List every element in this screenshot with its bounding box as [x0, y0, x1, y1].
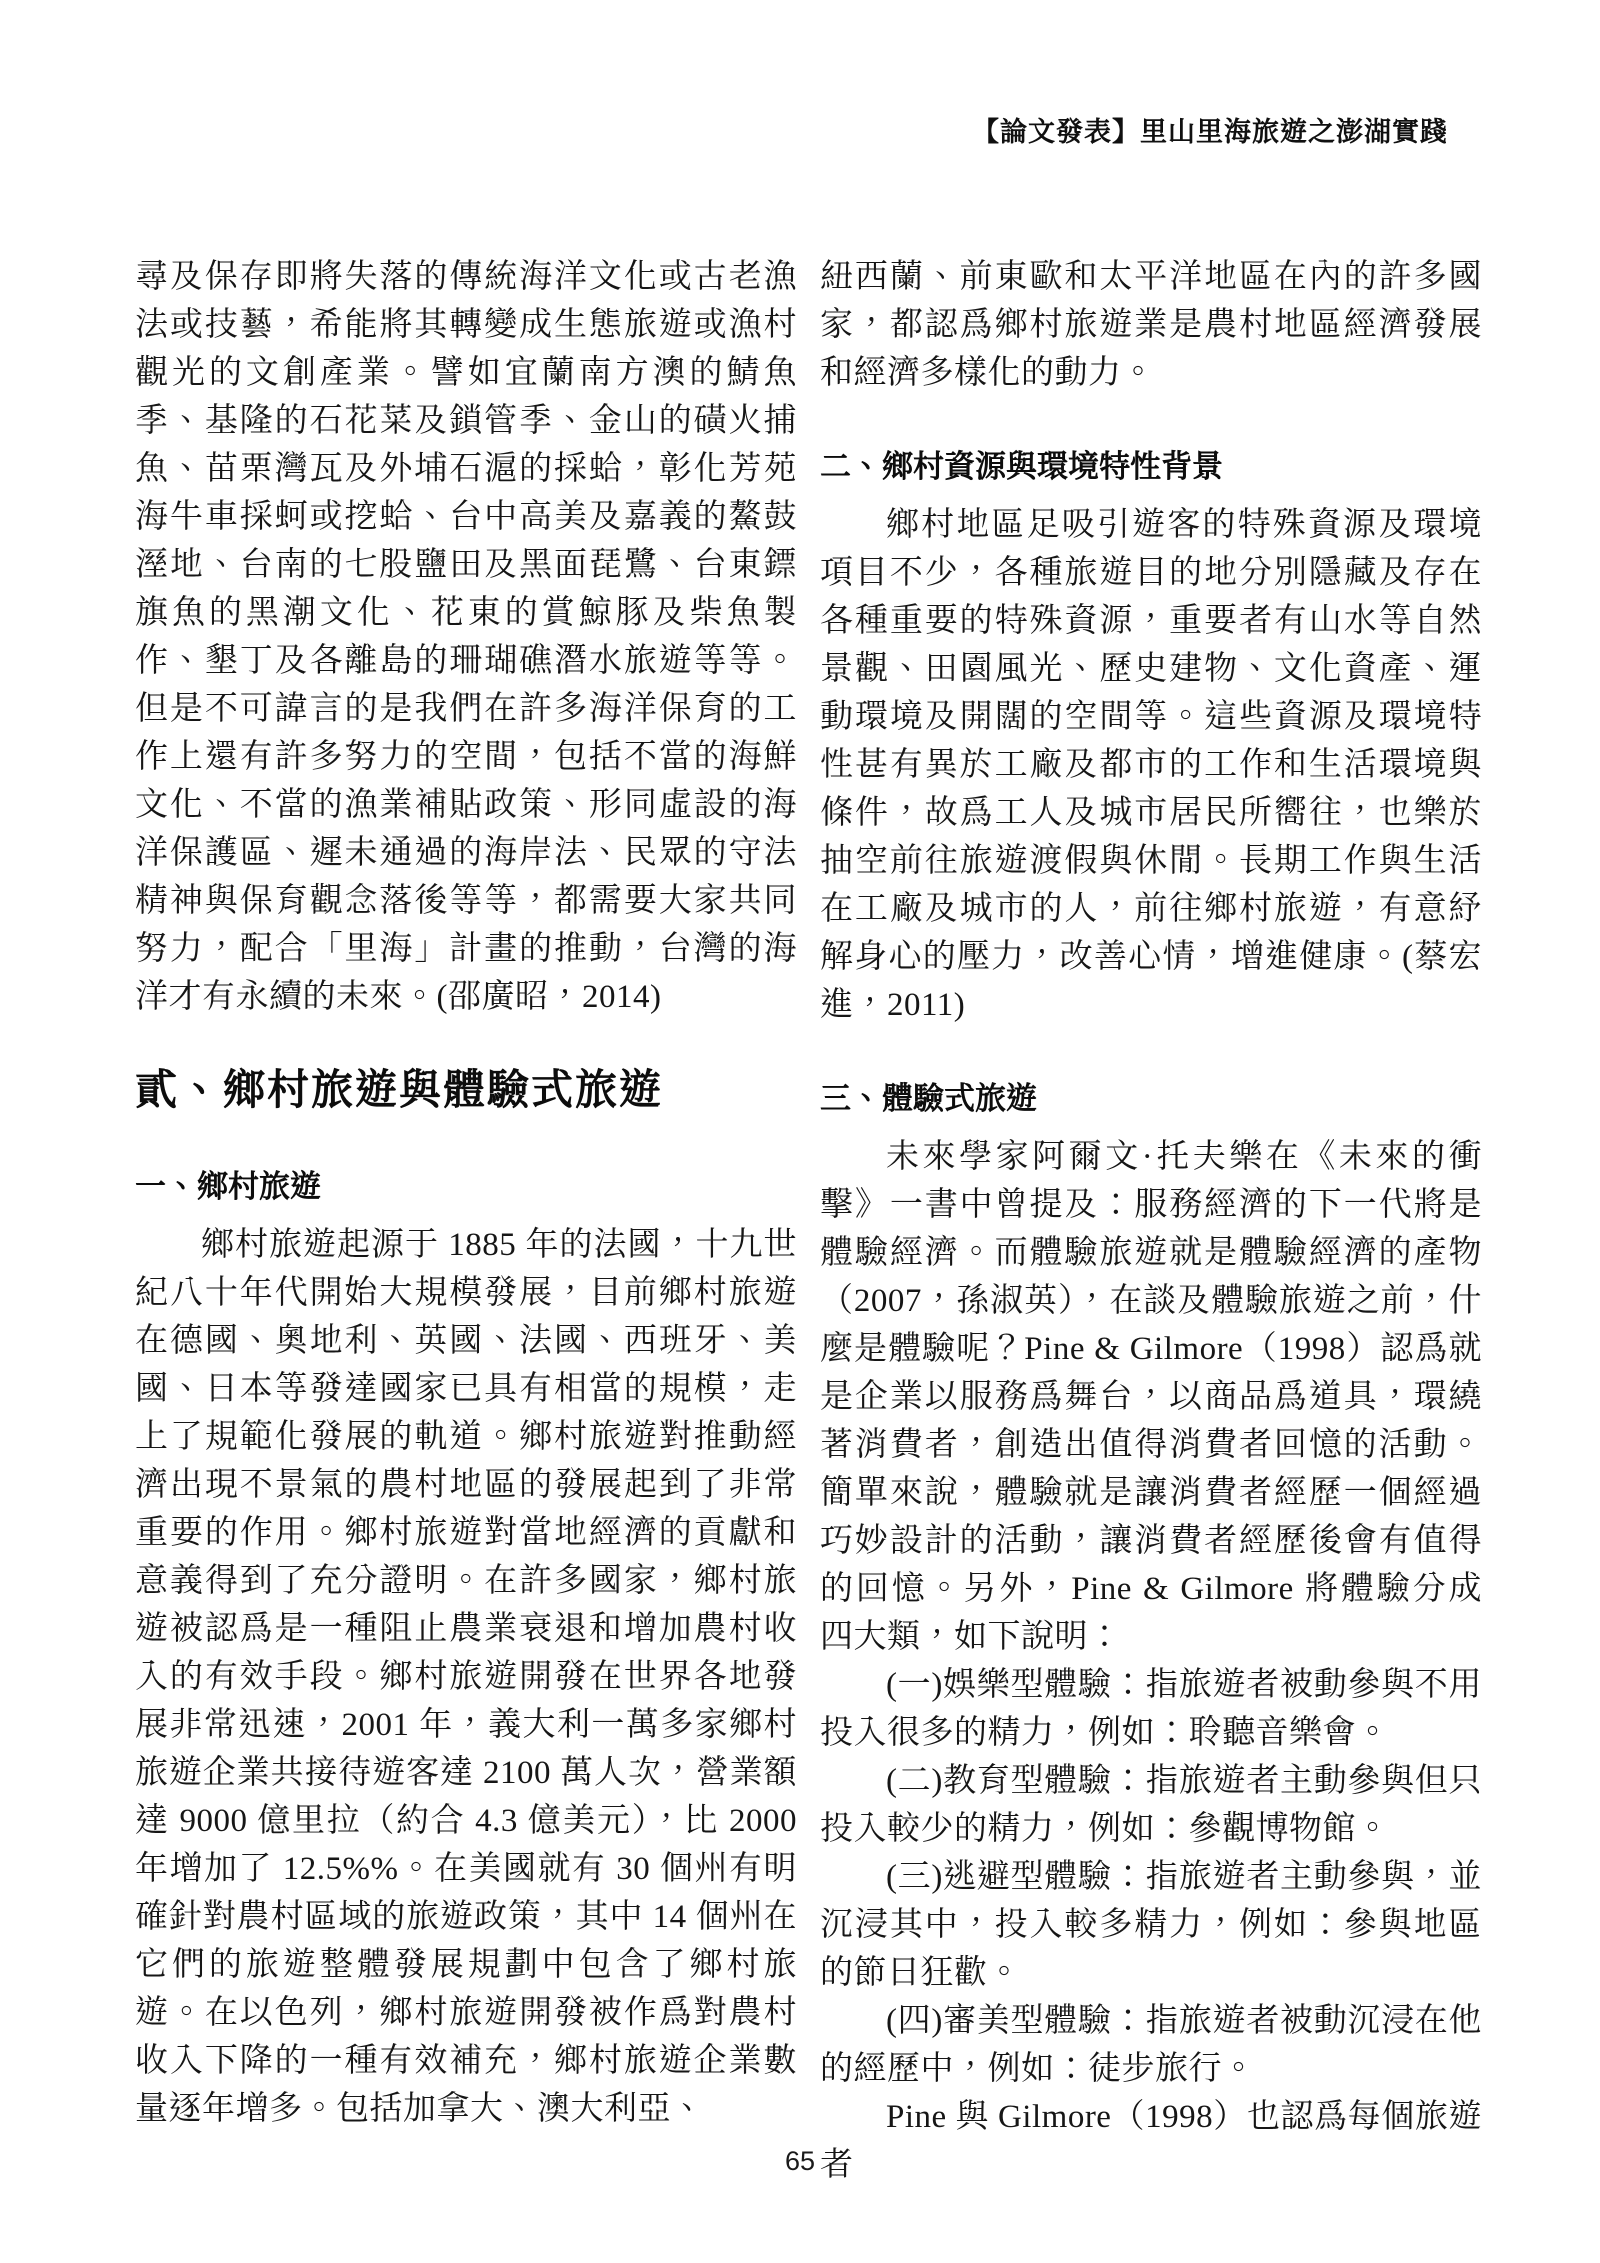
paragraph: 尋及保存即將失落的傳統海洋文化或古老漁法或技藝，希能將其轉變成生態旅遊或漁村觀光的文創產業。譬如宜蘭南方澳的鯖魚季、基隆的石花菜及鎖管季、金山的磺火捕魚、苗栗灣瓦及外埔石滬的採蛤，彰化芳苑海牛車採蚵或挖蛤、台中高美及嘉義的鰲鼓溼地、台南的七股鹽田及黑面琵鷺、台東鏢旗魚的黑潮文化、花東的賞鯨豚及柴魚製作、墾丁及各離島的珊瑚礁潛水旅遊等等。但是不可諱言的是我們在許多海洋保育的工作上還有許多努力的空間，包括不當的海鮮文化、不當的漁業補貼政策、形同虛設的海洋保護區、遲未通過的海岸法、民眾的守法精神與保育觀念落後等等，都需要大家共同努力，配合「里海」計畫的推動，台灣的海洋才有永續的未來。(邵廣昭，2014): [135, 259, 797, 1015]
paragraph: (四)審美型體驗：指旅遊者被動沉浸在他的經歷中，例如：徒步旅行。: [820, 2003, 1482, 2087]
paragraph: (一)娛樂型體驗：指旅遊者被動參與不用投入很多的精力，例如：聆聽音樂會。: [820, 1667, 1482, 1751]
paragraph: Pine 與 Gilmore（1998）也認爲每個旅遊者: [820, 2099, 1482, 2183]
paragraph: 紐西蘭、前東歐和太平洋地區在內的許多國家，都認爲鄉村旅遊業是農村地區經濟發展和經濟多樣化的動力。: [820, 259, 1482, 391]
running-header: 【論文發表】里山里海旅遊之澎湖實踐: [972, 117, 1448, 147]
paragraph: 未來學家阿爾文·托夫樂在《未來的衝擊》一書中曾提及：服務經濟的下一代將是體驗經濟。而體驗旅遊就是體驗經濟的產物（2007，孫淑英），在談及體驗旅遊之前，什麼是體驗呢？Pine & Gilmore（1998）認爲就是企業以服務爲舞台，以商品爲道具，環繞著消費者，創造出值得消費者回憶的活動。簡單來說，體驗就是讓消費者經歷一個經過巧妙設計的活動，讓消費者經歷後會有值得的回憶。另外，Pine & Gilmore 將體驗分成四大類，如下說明：: [820, 1139, 1482, 1655]
paragraph: 鄉村旅遊起源于 1885 年的法國，十九世紀八十年代開始大規模發展，目前鄉村旅遊在德國、奧地利、英國、法國、西班牙、美國、日本等發達國家已具有相當的規模，走上了規範化發展的軌道。鄉村旅遊對推動經濟出現不景氣的農村地區的發展起到了非常重要的作用。鄉村旅遊對當地經濟的貢獻和意義得到了充分證明。在許多國家，鄉村旅遊被認爲是一種阻止農業衰退和增加農村收入的有效手段。鄉村旅遊開發在世界各地發展非常迅速，2001 年，義大利一萬多家鄉村旅遊企業共接待遊客達 2100 萬人次，營業額達 9000 億里拉（約合 4.3 億美元），比 2000 年增加了 12.5%%。在美國就有 30 個州有明確針對農村區域的旅遊政策，其中 14 個州在它們的旅遊整體發展規劃中包含了鄉村旅遊。在以色列，鄉村旅遊開發被作爲對農村收入下降的一種有效補充，鄉村旅遊企業數量逐年增多。包括加拿大、澳大利亞、: [135, 1227, 798, 2127]
page-number: 65: [784, 2146, 816, 2176]
right-column: [820, 253, 1482, 2189]
left-column: [135, 253, 797, 2133]
paragraph: (三)逃避型體驗：指旅遊者主動參與，並沉浸其中，投入較多精力，例如：參與地區的節日狂歡。: [820, 1859, 1482, 1991]
subsection-heading: 一、鄉村旅遊: [135, 1169, 321, 1204]
subsection-heading: 二、鄉村資源與環境特性背景: [820, 449, 1223, 484]
section-title: 貳、鄉村旅遊與體驗式旅遊: [135, 1068, 664, 1114]
paragraph: (二)教育型體驗：指旅遊者主動參與但只投入較少的精力，例如：參觀博物館。: [820, 1763, 1482, 1847]
subsection-heading: 三、體驗式旅遊: [820, 1081, 1037, 1116]
paragraph: 鄉村地區足吸引遊客的特殊資源及環境項目不少，各種旅遊目的地分別隱藏及存在各種重要的特殊資源，重要者有山水等自然景觀、田園風光、歷史建物、文化資產、運動環境及開闊的空間等。這些資源及環境特性甚有異於工廠及都市的工作和生活環境與條件，故爲工人及城市居民所嚮往，也樂於抽空前往旅遊渡假與休閒。長期工作與生活在工廠及城市的人，前往鄉村旅遊，有意紓解身心的壓力，改善心情，增進健康。(蔡宏進，2011): [820, 507, 1482, 1023]
